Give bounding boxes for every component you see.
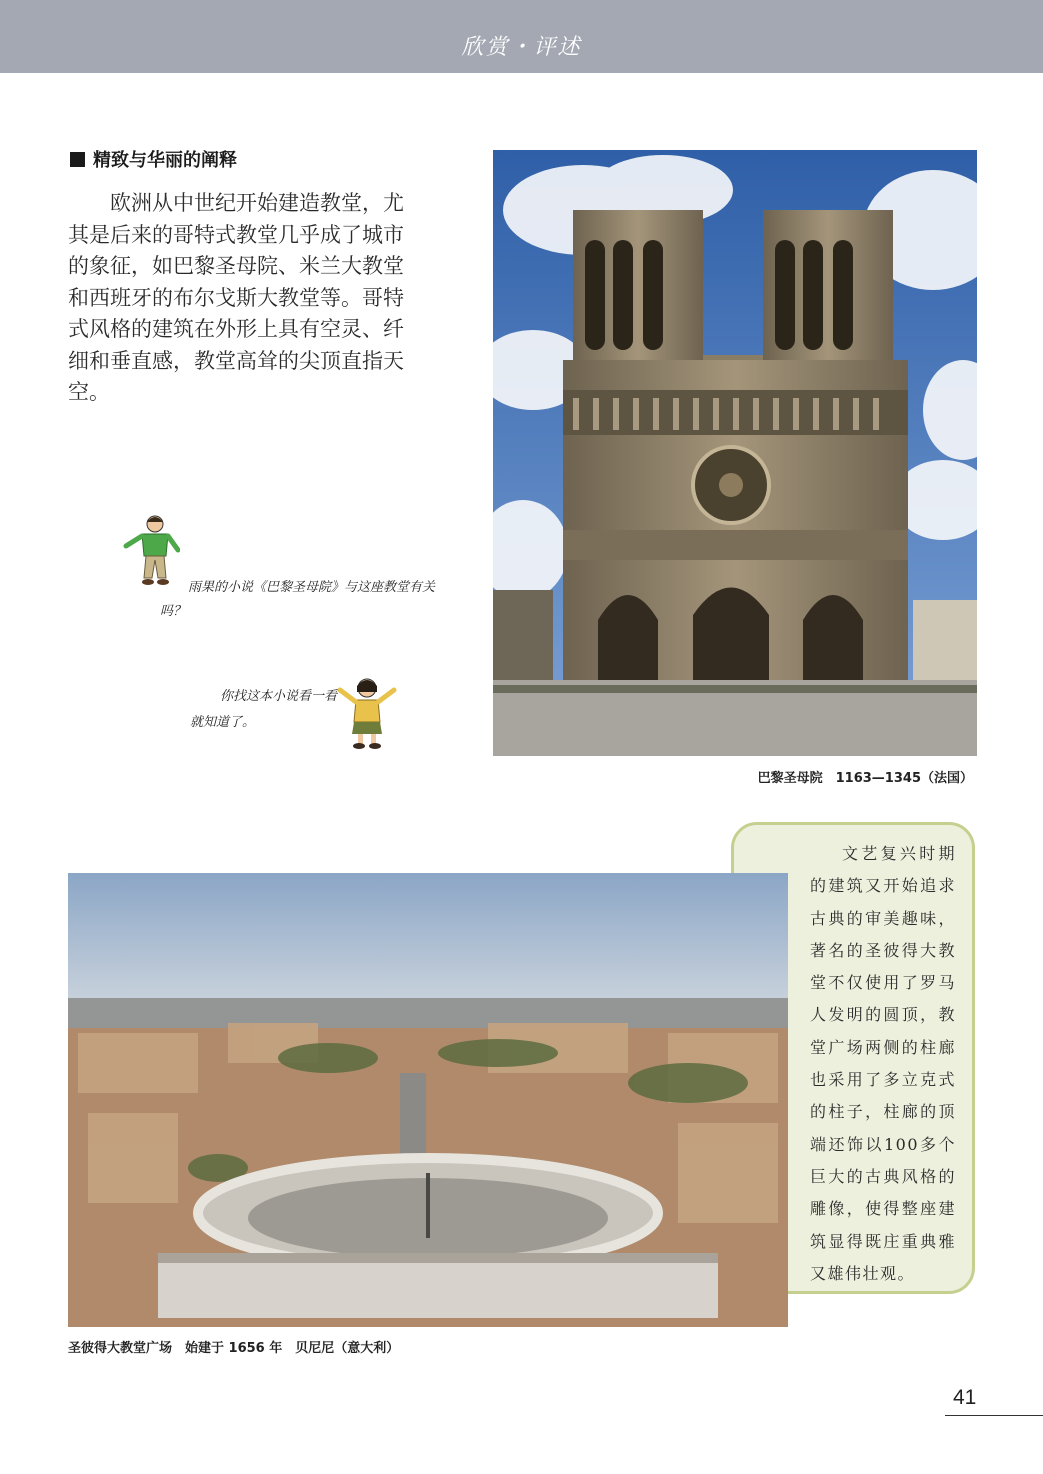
- section-heading-text: 精致与华丽的阐释: [93, 150, 237, 171]
- dialogue-question: 雨果的小说《巴黎圣母院》与这座教堂有关吗？: [160, 580, 436, 619]
- page-number-rule: [945, 1415, 1043, 1416]
- square-bullet-icon: [70, 152, 85, 167]
- section-heading: [70, 146, 237, 172]
- st-peters-square-photo: [68, 873, 788, 1327]
- notre-dame-photo: [493, 150, 977, 756]
- st-peters-caption: 圣彼得大教堂广场 始建于 1656 年 贝尼尼（意大利）: [68, 1341, 400, 1356]
- notre-dame-caption: 巴黎圣母院 1163—1345（法国）: [757, 771, 973, 786]
- header-title: 欣赏・评述: [461, 35, 582, 60]
- dialogue-answer: 你找这本小说看一看就知道了。: [190, 689, 338, 730]
- body-paragraph: 欧洲从中世纪开始建造教堂，尤其是后来的哥特式教堂几乎成了城市的象征，如巴黎圣母院、米兰大教堂和西班牙的布尔戈斯大教堂等。哥特式风格的建筑在外形上具有空灵、纤细和垂直感，教堂高耸的尖顶直指天空。: [68, 191, 404, 404]
- sidebar-text: 文艺复兴时期的建筑又开始追求古典的审美趣味，著名的圣彼得大教堂不仅使用了罗马人发明的圆顶，教堂广场两侧的柱廊也采用了多立克式的柱子，柱廊的顶端还饰以100多个巨大的古典风格的雕像，使得整座建筑显得既庄重典雅又雄伟壮观。: [810, 844, 956, 1283]
- cartoon-girl-illustration: [334, 676, 400, 750]
- page-number: 41: [953, 1386, 977, 1409]
